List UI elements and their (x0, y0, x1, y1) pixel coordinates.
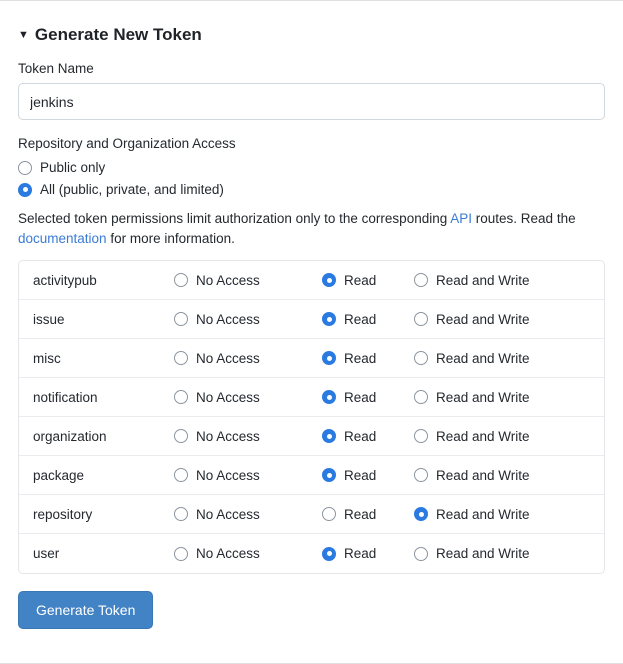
permission-option-no-access[interactable] (174, 312, 322, 327)
permission-option-label: No Access (196, 389, 260, 405)
actions (18, 591, 605, 629)
permission-option-label: Read and Write (436, 546, 530, 562)
permission-option-label: Read (344, 389, 377, 405)
permission-option-label: Read and Write (436, 272, 530, 288)
permission-option-label: Read and Write (436, 311, 530, 327)
permission-option-label: Read (344, 428, 377, 444)
permission-name: organization (33, 428, 107, 444)
permission-name: misc (33, 350, 61, 366)
access-option-public-only[interactable] (18, 160, 605, 175)
permission-option-read[interactable] (322, 312, 414, 327)
table-row (19, 417, 604, 456)
permission-option-read[interactable] (322, 273, 414, 288)
permission-option-label: Read (344, 350, 377, 366)
radio-icon[interactable] (322, 351, 336, 365)
permission-option-label: Read and Write (436, 350, 530, 366)
token-name-label: Token Name (18, 61, 94, 76)
permission-option-label: No Access (196, 467, 260, 483)
table-row (19, 300, 604, 339)
permission-option-label: No Access (196, 350, 260, 366)
radio-icon[interactable] (322, 390, 336, 404)
page-title: Generate New Token (34, 25, 202, 44)
access-option-all[interactable] (18, 182, 605, 197)
radio-icon[interactable] (174, 468, 188, 482)
permission-name: package (33, 467, 85, 483)
permission-option-no-access[interactable] (174, 390, 322, 405)
permission-option-read-and-write[interactable] (414, 429, 530, 444)
permission-option-label: No Access (196, 506, 260, 522)
radio-icon[interactable] (174, 507, 188, 521)
table-row (19, 456, 604, 495)
generate-token-button[interactable]: Generate Token (18, 591, 153, 629)
access-option-label: All (public, private, and limited) (40, 182, 224, 197)
permission-option-read-and-write[interactable] (414, 507, 530, 522)
permission-option-read[interactable] (322, 351, 414, 366)
radio-icon[interactable] (322, 468, 336, 482)
radio-icon[interactable] (174, 351, 188, 365)
radio-icon[interactable] (322, 312, 336, 326)
note-text-2: routes. Read the (472, 211, 576, 226)
radio-icon[interactable] (174, 312, 188, 326)
permission-option-label: Read and Write (436, 428, 530, 444)
api-link[interactable]: API (450, 211, 473, 226)
permission-name: issue (33, 311, 65, 327)
radio-icon[interactable] (174, 390, 188, 404)
permission-name: activitypub (33, 272, 97, 288)
permission-option-label: Read (344, 467, 377, 483)
permission-option-read-and-write[interactable] (414, 390, 530, 405)
radio-icon[interactable] (414, 468, 428, 482)
note-text-1: Selected token permissions limit authorization only to the corresponding (18, 211, 451, 226)
permission-name: notification (33, 389, 98, 405)
permission-option-no-access[interactable] (174, 507, 322, 522)
table-row (19, 261, 604, 300)
chevron-down-icon[interactable]: ▼ (18, 29, 29, 41)
permission-option-read-and-write[interactable] (414, 273, 530, 288)
radio-icon[interactable] (414, 351, 428, 365)
radio-icon[interactable] (174, 547, 188, 561)
permission-option-label: Read and Write (436, 467, 530, 483)
radio-icon[interactable] (322, 507, 336, 521)
permission-option-no-access[interactable] (174, 546, 322, 561)
permission-option-read-and-write[interactable] (414, 312, 530, 327)
radio-icon[interactable] (174, 429, 188, 443)
permission-name: user (33, 546, 60, 562)
permission-option-label: Read (344, 311, 377, 327)
permission-option-label: No Access (196, 272, 260, 288)
permission-option-no-access[interactable] (174, 468, 322, 483)
permissions-table (18, 260, 605, 574)
permission-option-no-access[interactable] (174, 429, 322, 444)
permission-option-read[interactable] (322, 390, 414, 405)
permission-option-label: No Access (196, 428, 260, 444)
permission-name: repository (33, 506, 93, 522)
radio-icon[interactable] (414, 273, 428, 287)
radio-icon[interactable] (414, 312, 428, 326)
permission-option-read-and-write[interactable] (414, 468, 530, 483)
permission-option-read[interactable] (322, 429, 414, 444)
permission-option-no-access[interactable] (174, 273, 322, 288)
radio-icon[interactable] (414, 507, 428, 521)
permission-option-read[interactable] (322, 546, 414, 561)
radio-icon[interactable] (322, 547, 336, 561)
documentation-link[interactable]: documentation (18, 230, 107, 246)
permission-option-read-and-write[interactable] (414, 351, 530, 366)
radio-icon[interactable] (414, 390, 428, 404)
permission-option-read[interactable] (322, 507, 414, 522)
access-option-label: Public only (40, 160, 106, 175)
table-row (19, 339, 604, 378)
section-header[interactable] (18, 25, 605, 45)
permission-option-label: Read (344, 546, 377, 562)
note-text-3: for more information. (106, 230, 235, 246)
permission-option-read-and-write[interactable] (414, 546, 530, 561)
radio-icon[interactable] (18, 161, 32, 175)
access-label: Repository and Organization Access (18, 136, 236, 151)
permissions-note (18, 209, 605, 248)
permission-option-label: Read (344, 506, 377, 522)
permission-option-label: Read and Write (436, 506, 530, 522)
permission-option-label: No Access (196, 311, 260, 327)
table-row (19, 378, 604, 417)
token-name-input[interactable] (18, 83, 605, 120)
table-row (19, 495, 604, 534)
radio-icon[interactable] (322, 273, 336, 287)
radio-icon[interactable] (414, 547, 428, 561)
permission-option-label: Read (344, 272, 377, 288)
permission-option-no-access[interactable] (174, 351, 322, 366)
permission-option-label: Read and Write (436, 389, 530, 405)
table-row (19, 534, 604, 573)
permission-option-read[interactable] (322, 468, 414, 483)
radio-icon[interactable] (174, 273, 188, 287)
radio-icon[interactable] (414, 429, 428, 443)
radio-icon[interactable] (18, 183, 32, 197)
radio-icon[interactable] (322, 429, 336, 443)
permission-option-label: No Access (196, 546, 260, 562)
